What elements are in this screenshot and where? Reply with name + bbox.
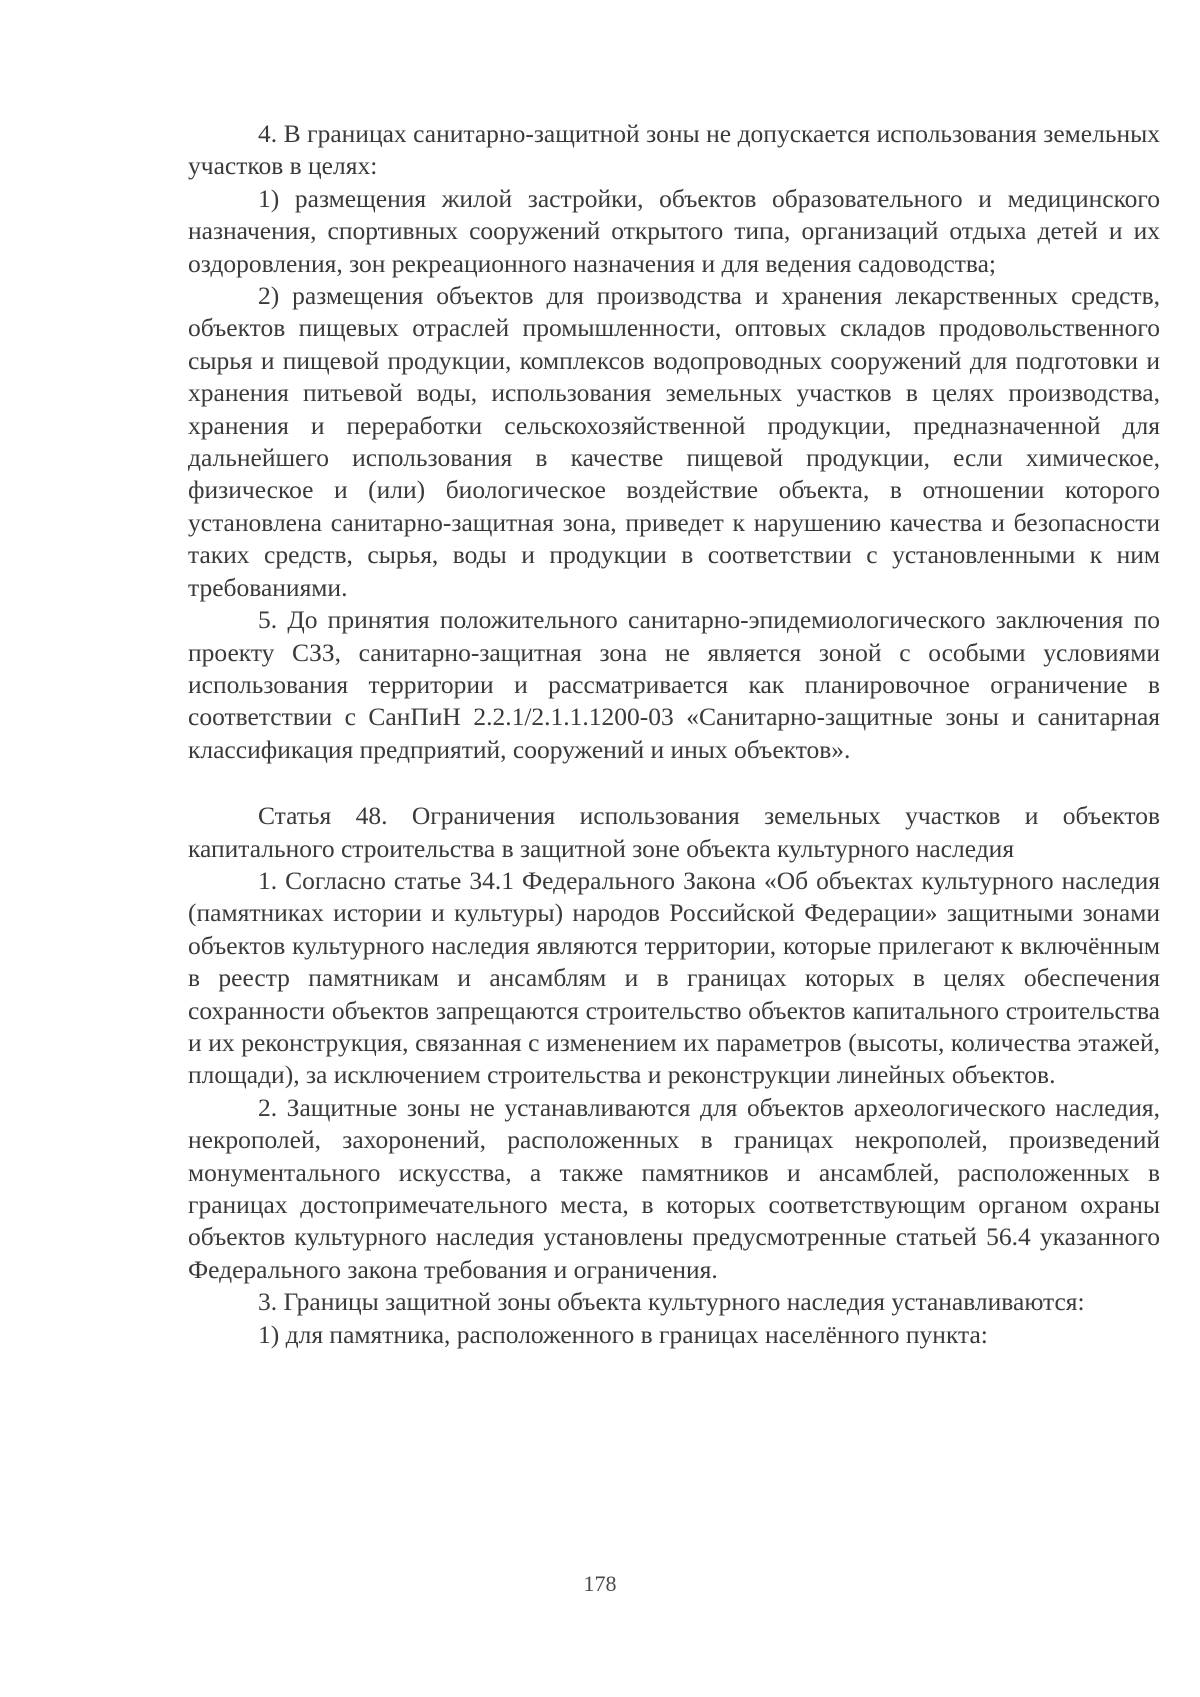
page-number: 178 — [583, 1571, 617, 1596]
list-item-1: 1) размещения жилой застройки, объектов образовательного и медицинского назначения, спортивных сооружений открытого типа, организаций отдыха детей и их оздоровления, зон рекреационного назначения и для ведения садоводства; — [188, 183, 1160, 278]
article-list-item-1: 1) для памятника, расположенного в границах населённого пункта: — [258, 1319, 988, 1349]
article-paragraph-1: 1. Согласно статье 34.1 Федерального Закона «Об объектах культурного наследия (памятниках истории и культуры) народов Российской Федерации» защитными зонами объектов культурного наследия являются территории, которые прилегают к включённым в реестр памятникам и ансамблям и в границах которых в целях обеспечения сохранности объектов запрещаются строительство объектов капитального строительства и их реконструкция, связанная с изменением их параметров (высоты, количества этажей, площади), за исключением строительства и реконструкции линейных объектов. — [188, 865, 1160, 1090]
paragraph-4: 4. В границах санитарно-защитной зоны не допускается использования земельных участков в целях: — [188, 119, 1160, 181]
paragraph-5: 5. До принятия положительного санитарно-эпидемиологического заключения по проекту СЗЗ, санитарно-защитная зона не является зоной с особыми условиями использования территории и рассматривается как планировочное ограничение в соответствии с СанПиН 2.2.1/2.1.1.1200-03 «Санитарно-защитные зоны и санитарная классификация предприятий, сооружений и иных объектов». — [188, 605, 1160, 764]
article-paragraph-3: 3. Границы защитной зоны объекта культурного наследия устанавливаются: — [258, 1287, 1085, 1317]
list-item-2: 2) размещения объектов для производства и хранения лекарственных средств, объектов пищевых отраслей промышленности, оптовых складов продовольственного сырья и пищевой продукции, комплексов водопроводных сооружений для подготовки и хранения питьевой воды, использования земельных участков в целях производства, хранения и переработки сельскохозяйственной продукции, предназначенной для дальнейшего использования в качестве пищевой продукции, если химическое, физическое и (или) биологическое воздействие объекта, в отношении которого установлена санитарно-защитная зона, приведет к нарушению качества и безопасности таких средств, сырья, воды и продукции в соответствии с установленными к ним требованиями. — [188, 281, 1160, 602]
article-48-heading: Статья 48. Ограничения использования земельных участков и объектов капитального строительства в защитной зоне объекта культурного наследия — [188, 801, 1160, 863]
article-paragraph-2: 2. Защитные зоны не устанавливаются для объектов археологического наследия, некрополей, захоронений, расположенных в границах некрополей, произведений монументального искусства, а также памятников и ансамблей, расположенных в границах достопримечательного места, в которых соответствующим органом охраны объектов культурного наследия установлены предусмотренные статьей 56.4 указанного Федерального закона требования и ограничения. — [188, 1092, 1160, 1284]
page-body — [188, 118, 1160, 1351]
